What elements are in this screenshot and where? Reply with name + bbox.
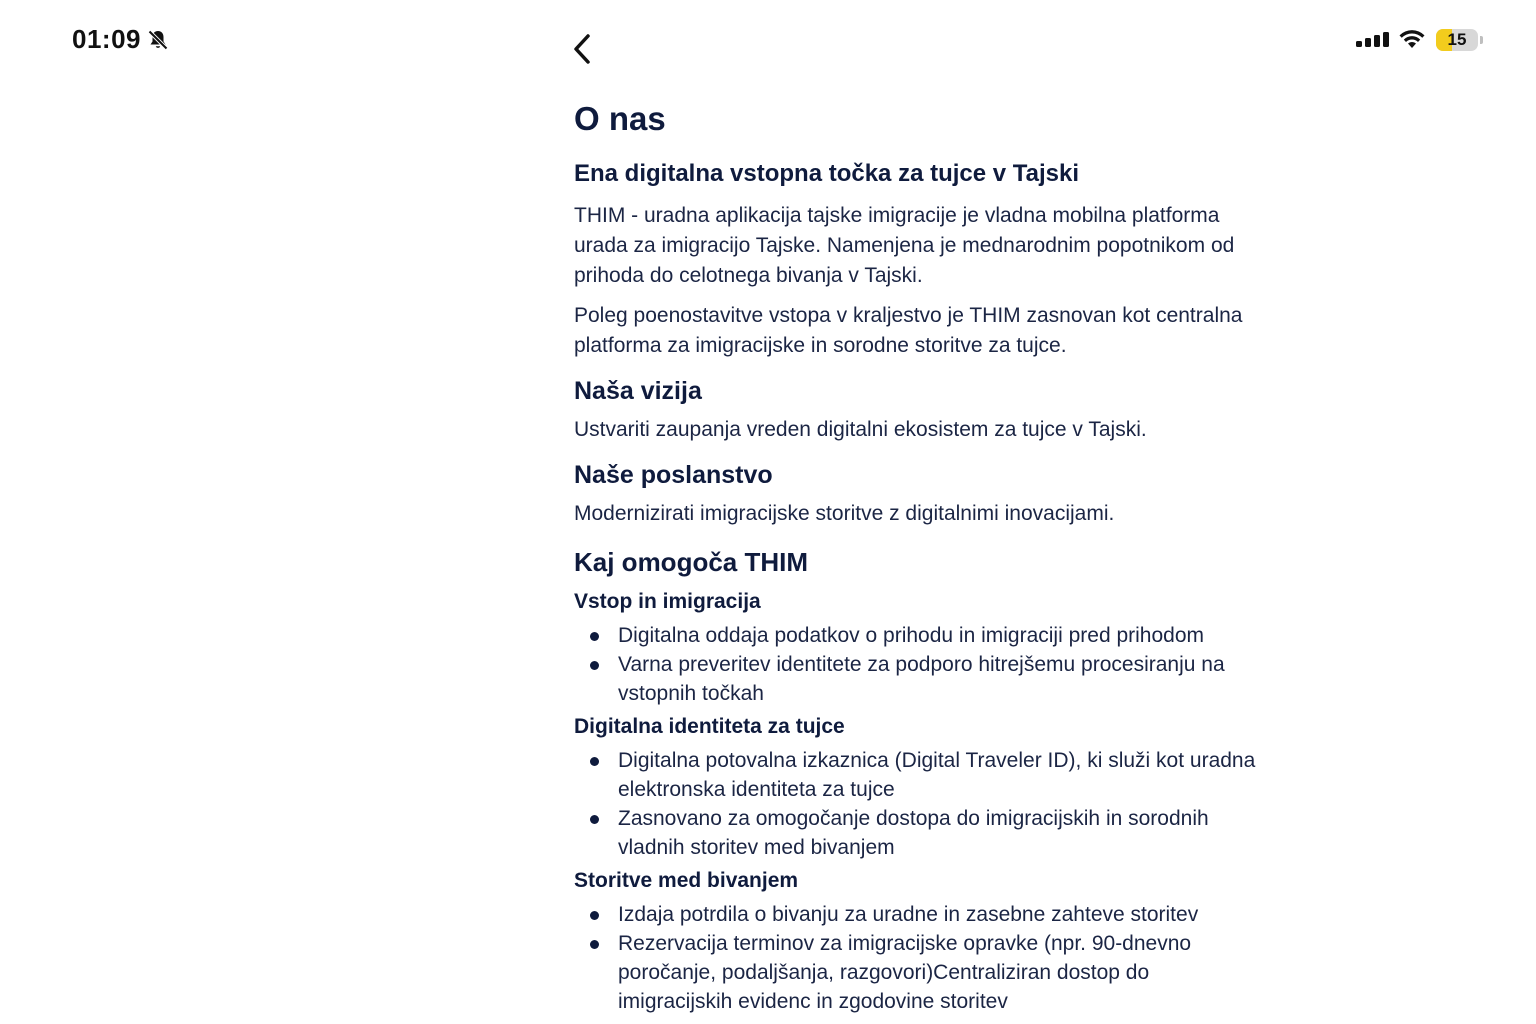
list-item: Rezervacija terminov za imigracijske opravke (npr. 90-dnevno poročanje, podaljšanja, razgovori)Centraliziran dostop do imigracijskih evidenc in zgodovine storitev <box>618 929 1264 1016</box>
vision-heading: Naša vizija <box>574 377 702 405</box>
cellular-signal-icon <box>1356 30 1390 50</box>
bell-slash-icon <box>146 28 170 52</box>
list-item: Digitalna potovalna izkaznica (Digital Traveler ID), ki služi kot uradna elektronska identiteta za tujce <box>618 746 1264 804</box>
intro-heading: Ena digitalna vstopna točka za tujce v Tajski <box>574 160 1080 187</box>
page-title: O nas <box>574 100 666 137</box>
status-bar <box>0 0 1536 80</box>
list-item: Varna preveritev identitete za podporo hitrejšemu procesiranju na vstopnih točkah <box>618 650 1264 708</box>
mission-heading: Naše poslanstvo <box>574 461 773 489</box>
section-heading-entry: Vstop in imigracija <box>574 590 761 613</box>
identity-list <box>574 746 1264 862</box>
status-time: 01:09 <box>72 24 141 54</box>
features-heading: Kaj omogoča THIM <box>574 547 809 577</box>
intro-paragraph-2: Poleg poenostavitve vstopa v kraljestvo je THIM zasnovan kot centralna platforma za imigracijske in sorodne storitve za tujce. <box>574 304 1243 357</box>
stay-list <box>574 900 1264 1016</box>
battery-cap <box>1480 36 1483 44</box>
wifi-icon <box>1397 28 1427 50</box>
entry-list <box>574 621 1264 708</box>
list-item: Zasnovano za omogočanje dostopa do imigracijskih in sorodnih vladnih storitev med bivanjem <box>618 804 1264 862</box>
list-item: Digitalna oddaja podatkov o prihodu in imigraciji pred prihodom <box>618 621 1264 650</box>
intro-paragraph-1: THIM - uradna aplikacija tajske imigracije je vladna mobilna platforma urada za imigracijo Tajske. Namenjena je mednarodnim popotnikom od prihoda do celotnega bivanja v Tajski. <box>574 204 1235 287</box>
section-heading-stay: Storitve med bivanjem <box>574 869 799 892</box>
mission-text: Modernizirati imigracijske storitve z digitalnimi inovacijami. <box>574 502 1115 525</box>
list-item: Izdaja potrdila o bivanju za uradne in zasebne zahteve storitev <box>618 900 1264 929</box>
battery-level: 15 <box>1447 30 1467 49</box>
back-button[interactable] <box>568 30 602 68</box>
battery-icon <box>1436 29 1478 51</box>
about-content <box>574 96 1264 1020</box>
section-heading-identity: Digitalna identiteta za tujce <box>574 715 845 738</box>
vision-text: Ustvariti zaupanja vreden digitalni ekosistem za tujce v Tajski. <box>574 418 1147 441</box>
